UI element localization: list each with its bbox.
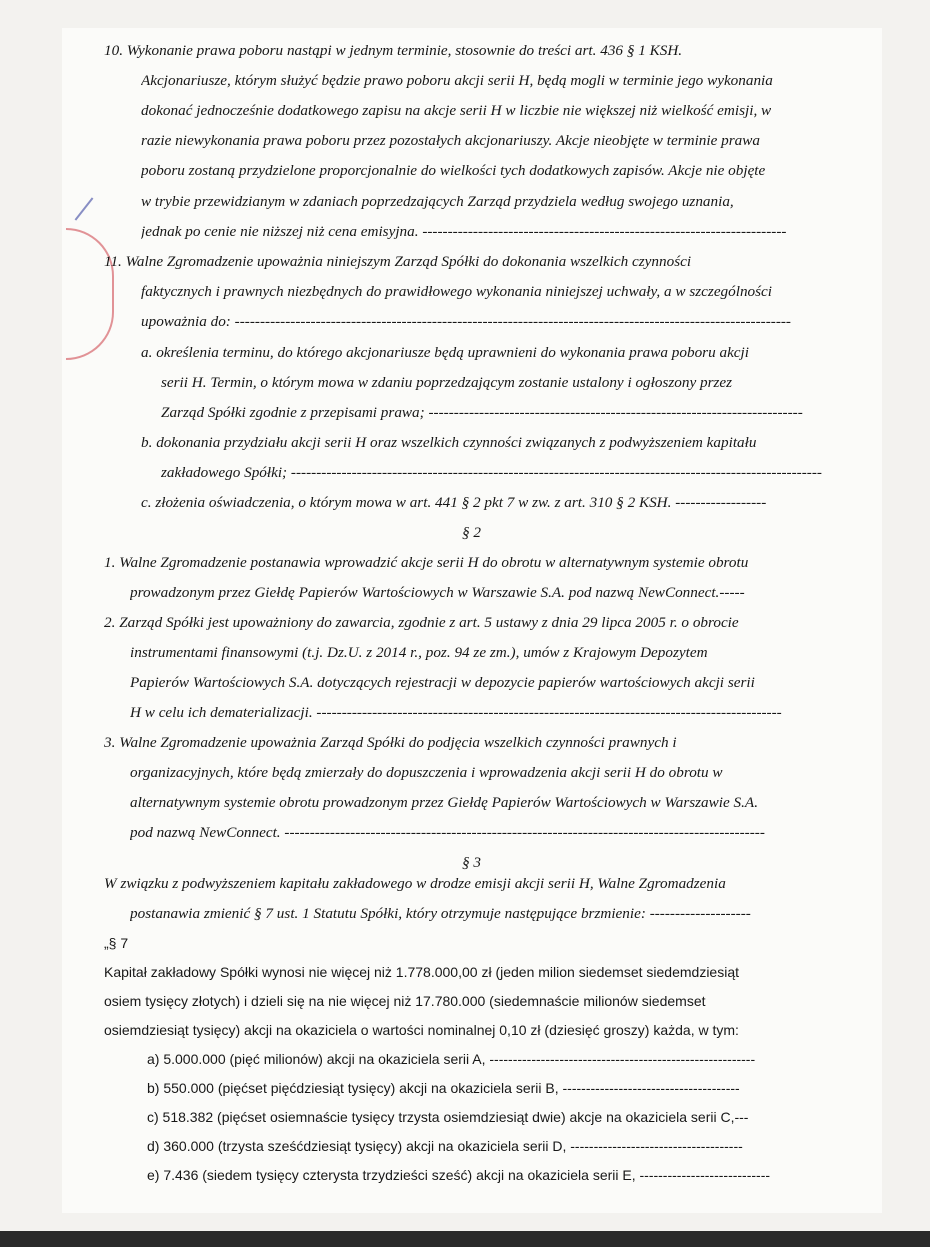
text-line: dokonać jednocześnie dodatkowego zapisu na akcje serii H w liczbie nie większej niż wielkość emisji, w: [141, 102, 772, 119]
text-line: upoważnia do: --------------------------------------------------------------------------------------------------------------: [141, 313, 791, 330]
text-line: razie niewykonania prawa poboru przez pozostałych akcjonariuszy. Akcje nieobjęte w terminie prawa: [141, 132, 760, 149]
text-line: W związku z podwyższeniem kapitału zakładowego w drodze emisji akcji serii H, Walne Zgromadzenia: [104, 875, 726, 892]
text-line: 3. Walne Zgromadzenie upoważnia Zarząd Spółki do podjęcia wszelkich czynności prawnych i: [104, 734, 677, 751]
text-line: a) 5.000.000 (pięć milionów) akcji na okaziciela serii A, ---------------------------------------------------------: [147, 1051, 756, 1067]
text-line: Papierów Wartościowych S.A. dotyczących rejestracji w depozycie papierów wartościowych akcji serii: [130, 674, 755, 691]
text-line: c) 518.382 (pięćset osiemnaście tysięcy trzysta osiemdziesiąt dwie) akcje na okaziciela serii C,---: [147, 1109, 749, 1125]
text-line: 1. Walne Zgromadzenie postanawia wprowadzić akcje serii H do obrotu w alternatywnym systemie obrotu: [104, 554, 749, 571]
text-line: osiem tysięcy złotych) i dzieli się na nie więcej niż 17.780.000 (siedemnaście milionów siedemset: [104, 993, 706, 1009]
text-line: Akcjonariusze, którym służyć będzie prawo poboru akcji serii H, będą mogli w terminie jego wykonania: [141, 72, 773, 89]
text-line: organizacyjnych, które będą zmierzały do dopuszczenia i wprowadzenia akcji serii H do obrotu w: [130, 764, 723, 781]
text-line: poboru zostaną przydzielone proporcjonalnie do wielkości tych dodatkowych zapisów. Akcje nie objęte: [141, 162, 766, 179]
bottom-edge-bar: [0, 1231, 930, 1247]
text-line: „§ 7: [104, 935, 129, 951]
section-heading: § 2: [462, 524, 481, 541]
text-line: 2. Zarząd Spółki jest upoważniony do zawarcia, zgodnie z art. 5 ustawy z dnia 29 lipca 2005 r. o obrocie: [104, 614, 739, 631]
text-line: instrumentami finansowymi (t.j. Dz.U. z 2014 r., poz. 94 ze zm.), umów z Krajowym Depozytem: [130, 644, 708, 661]
text-line: 10. Wykonanie prawa poboru nastąpi w jednym terminie, stosownie do treści art. 436 § 1 KSH.: [104, 42, 683, 59]
text-line: faktycznych i prawnych niezbędnych do prawidłowego wykonania niniejszej uchwały, a w szczególności: [141, 283, 773, 300]
text-line: b) 550.000 (pięćset pięćdziesiąt tysięcy) akcji na okaziciela serii B, --------------------------------------: [147, 1080, 740, 1096]
text-line: Zarząd Spółki zgodnie z przepisami prawa; --------------------------------------------------------------------------: [161, 404, 803, 421]
text-line: alternatywnym systemie obrotu prowadzonym przez Giełdę Papierów Wartościowych w Warszawie S.A.: [130, 794, 758, 811]
text-line: Kapitał zakładowy Spółki wynosi nie więcej niż 1.778.000,00 zł (jeden milion siedemset siedemdziesiąt: [104, 964, 739, 980]
text-line: b. dokonania przydziału akcji serii H oraz wszelkich czynności związanych z podwyższeniem kapitału: [141, 434, 757, 451]
text-line: jednak po cenie nie niższej niż cena emisyjna. ------------------------------------------------------------------------: [141, 223, 787, 240]
text-line: serii H. Termin, o którym mowa w zdaniu poprzedzającym zostanie ustalony i ogłoszony przez: [161, 374, 733, 391]
text-line: H w celu ich dematerializacji. --------------------------------------------------------------------------------------------: [130, 704, 782, 721]
text-line: w trybie przewidzianym w zdaniach poprzedzających Zarząd przydziela według swojego uznania,: [141, 193, 734, 210]
text-line: postanawia zmienić § 7 ust. 1 Statutu Spółki, który otrzymuje następujące brzmienie: --------------------: [130, 905, 751, 922]
section-heading: § 3: [462, 854, 481, 871]
text-line: pod nazwą NewConnect. -----------------------------------------------------------------------------------------------: [130, 824, 765, 841]
text-line: osiemdziesiąt tysięcy) akcji na okaziciela o wartości nominalnej 0,10 zł (dziesięć groszy) każda, w tym:: [104, 1022, 739, 1038]
text-line: d) 360.000 (trzysta sześćdziesiąt tysięcy) akcji na okaziciela serii D, -------------------------------------: [147, 1138, 743, 1154]
text-line: e) 7.436 (siedem tysięcy czterysta trzydzieści sześć) akcji na okaziciela serii E, ----------------------------: [147, 1167, 771, 1183]
text-line: zakładowego Spółki; ---------------------------------------------------------------------------------------------------------: [161, 464, 822, 481]
text-line: 11. Walne Zgromadzenie upoważnia niniejszym Zarząd Spółki do dokonania wszelkich czynności: [104, 253, 692, 270]
text-line: prowadzonym przez Giełdę Papierów Wartościowych w Warszawie S.A. pod nazwą NewConnect.-----: [130, 584, 745, 601]
text-line: a. określenia terminu, do którego akcjonariusze będą uprawnieni do wykonania prawa poboru akcji: [141, 344, 749, 361]
text-line: c. złożenia oświadczenia, o którym mowa w art. 441 § 2 pkt 7 w zw. z art. 310 § 2 KSH. ------------------: [141, 494, 767, 511]
